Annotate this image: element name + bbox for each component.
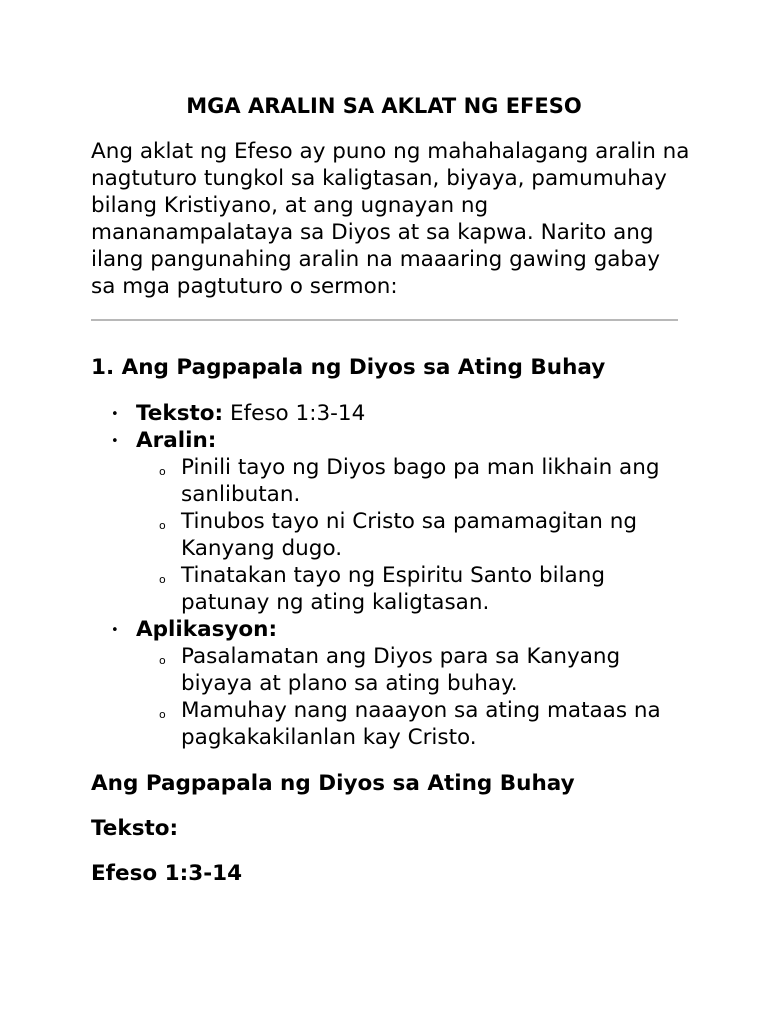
teksto-value: Efeso 1:3-14 (223, 401, 366, 426)
teksto-label: Teksto: (136, 401, 224, 426)
repeated-heading: Ang Pagpapala ng Diyos sa Ating Buhay (91, 771, 575, 796)
section-list (91, 400, 691, 751)
aralin-item-text: Tinubos tayo ni Cristo sa pamamagitan ng Kanyang dugo. (181, 509, 637, 561)
list-item-teksto (91, 400, 691, 427)
aralin-item (136, 562, 691, 616)
list-item-aralin (91, 427, 691, 616)
circle-bullet-icon: o (159, 708, 166, 721)
aplikasyon-item (136, 643, 691, 697)
bullet-icon: • (111, 434, 119, 449)
aralin-item-text: Tinatakan tayo ng Espiritu Santo bilang patunay ng ating kaligtasan. (181, 563, 606, 615)
circle-bullet-icon: o (159, 573, 166, 586)
aplikasyon-sublist (136, 643, 691, 751)
aralin-label: Aralin: (136, 428, 217, 453)
bullet-icon: • (111, 407, 119, 422)
section-divider (91, 319, 678, 321)
aralin-item (136, 454, 691, 508)
section-heading: 1. Ang Pagpapala ng Diyos sa Ating Buhay (91, 355, 606, 380)
aplikasyon-item-text: Mamuhay nang naaayon sa ating mataas na pagkakakilanlan kay Cristo. (181, 698, 661, 750)
aralin-sublist (136, 454, 691, 616)
aplikasyon-label: Aplikasyon: (136, 617, 278, 642)
document-title: MGA ARALIN SA AKLAT NG EFESO (186, 94, 582, 118)
list-item-aplikasyon (91, 616, 691, 751)
circle-bullet-icon: o (159, 465, 166, 478)
reference-heading: Efeso 1:3-14 (91, 861, 243, 886)
circle-bullet-icon: o (159, 519, 166, 532)
intro-paragraph: Ang aklat ng Efeso ay puno ng mahahalagang aralin na nagtuturo tungkol sa kaligtasan, biyaya, pamumuhay bilang Kristiyano, at ang ugnayan ng mananampalataya sa Diyos at sa kapwa. Narito ang ilang pangunahing aralin na maaaring gawing gabay sa mga pagtuturo o sermon: (91, 139, 690, 299)
aplikasyon-item-text: Pasalamatan ang Diyos para sa Kanyang biyaya at plano sa ating buhay. (181, 644, 621, 696)
aplikasyon-item (136, 697, 691, 751)
teksto-heading: Teksto: (91, 816, 179, 841)
aralin-item-text: Pinili tayo ng Diyos bago pa man likhain ang sanlibutan. (181, 455, 660, 507)
bullet-icon: • (111, 623, 119, 638)
circle-bullet-icon: o (159, 654, 166, 667)
aralin-item (136, 508, 691, 562)
